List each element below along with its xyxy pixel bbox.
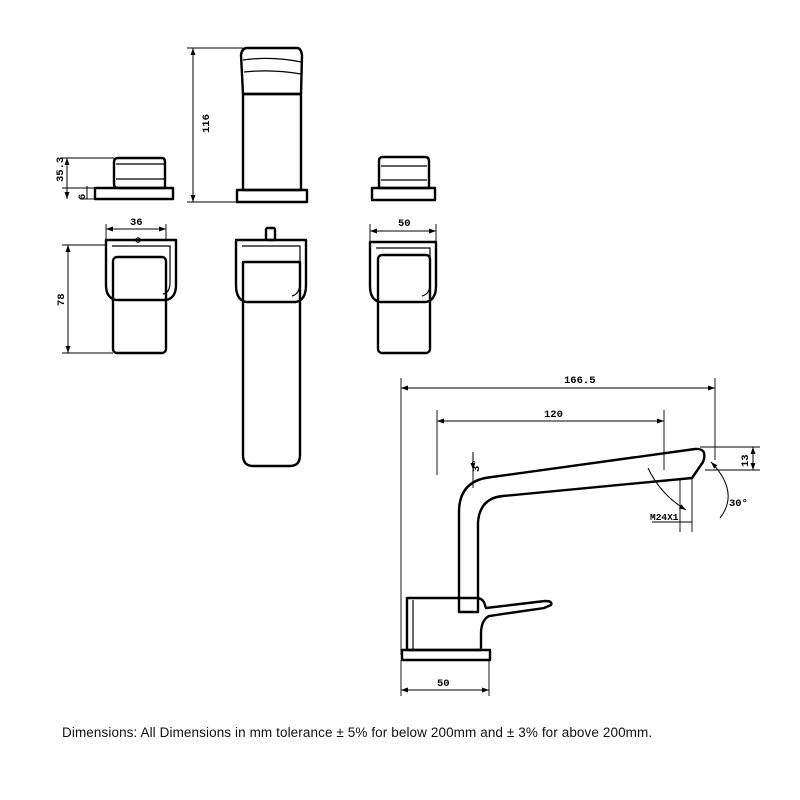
dim-outlet-angle: 30° — [729, 498, 748, 510]
dim-spout-reach: 120 — [544, 409, 563, 421]
left-handle-plan — [62, 224, 176, 353]
dim-spout-reach-overall: 166.5 — [564, 375, 596, 387]
dim-handle-depth: 78 — [56, 293, 68, 306]
dim-handle-width-right: 50 — [398, 218, 411, 230]
right-handle-elevation — [372, 157, 435, 200]
tolerance-note: Dimensions: All Dimensions in mm tolerance ± 5% for below 200mm and ± 3% for above 200mm. — [62, 725, 653, 740]
spout-plan — [236, 228, 306, 466]
left-handle-elevation — [62, 158, 173, 199]
dim-spout-height: 116 — [201, 114, 213, 133]
right-handle-plan — [370, 224, 436, 353]
spout-side-elevation — [401, 378, 760, 696]
dim-spout-angle: 3° — [471, 459, 483, 472]
dim-handle-width: 36 — [130, 217, 143, 229]
dim-handle-height: 35.3 — [55, 156, 67, 182]
dim-base-width: 50 — [437, 678, 450, 690]
dim-outlet-thread: M24X1 — [650, 512, 679, 523]
dim-base-height: 6 — [77, 193, 89, 200]
dim-spout-tip: 13 — [740, 454, 752, 467]
